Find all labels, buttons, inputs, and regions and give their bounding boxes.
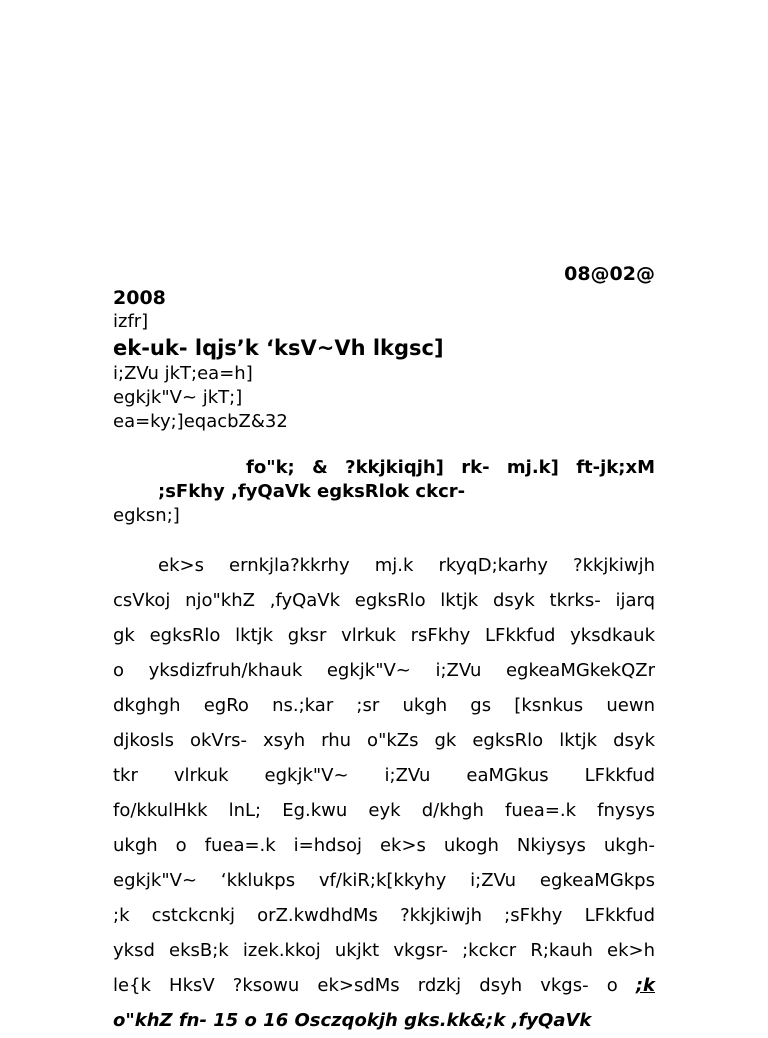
recipient-name: ek-uk- lqjs’k ‘ksV~Vh lkgsc]: [113, 336, 444, 360]
body-line: yksd eksB;k izek.kkoj ukjkt vkgsr- ;kckcr R;kauh ek>h: [113, 940, 655, 961]
emphasized-text: ;k: [635, 975, 655, 996]
emphasized-line: o"khZ fn- 15 o 16 Osczqokjh gks.kk&;k ,fyQaVk: [113, 1010, 592, 1031]
address-line-3: ea=ky;]eqacbZ&32: [113, 411, 288, 432]
body-line-with-emphasis: [113, 968, 655, 1003]
address-line-2: egkjk"V~ jkT;]: [113, 387, 243, 408]
body-line: fo/kkulHkk lnL; Eg.kwu eyk d/khgh fuea=.k fnysys: [113, 800, 655, 821]
greeting: egksn;]: [113, 505, 180, 526]
subject-line-continued: ;sFkhy ,fyQaVk egksRlok ckcr-: [158, 481, 466, 502]
address-line-1: i;ZVu jkT;ea=h]: [113, 363, 253, 384]
body-line: o yksdizfruh/khauk egkjk"V~ i;ZVu egkeaMGkekQZr: [113, 660, 655, 681]
body-line: gk egksRlo lktjk gksr vlrkuk rsFkhy LFkkfud yksdkauk: [113, 625, 655, 646]
body-line: djkosls okVrs- xsyh rhu o"kZs gk egksRlo lktjk dsyk: [113, 730, 655, 751]
body-line: ukgh o fuea=.k i=hdsoj ek>s ukogh Nkiysys ukgh-: [113, 835, 655, 856]
body-line: egkjk"V~ ‘kklukps vf/kiR;k[kkyhy i;ZVu egkeaMGkps: [113, 870, 655, 891]
body-line-text: le{k HksV ?ksowu ek>sdMs rdzkj dsyh vkgs- o: [113, 975, 618, 996]
body-line: dkghgh egRo ns.;kar ;sr ukgh gs [ksnkus uewn: [113, 695, 655, 716]
body-line: ek>s ernkjla?kkrhy mj.k rkyqD;karhy ?kkjkiwjh: [158, 555, 655, 576]
letter-date-year: 2008: [113, 287, 166, 309]
body-line: tkr vlrkuk egkjk"V~ i;ZVu eaMGkus LFkkfud: [113, 765, 655, 786]
subject-line: fo"k; & ?kkjkiqjh] rk- mj.k] ft-jk;xM: [246, 457, 655, 478]
body-line: csVkoj njo"khZ ,fyQaVk egksRlo lktjk dsyk tkrks- ijarq: [113, 590, 655, 611]
letter-body: [113, 262, 655, 1038]
spacer: [113, 434, 655, 456]
letter-date: 08@02@: [564, 263, 655, 285]
salutation: izfr]: [113, 311, 149, 332]
spacer: [113, 528, 655, 548]
body-line: ;k cstckcnkj orZ.kwdhdMs ?kkjkiwjh ;sFkhy LFkkfud: [113, 905, 655, 926]
